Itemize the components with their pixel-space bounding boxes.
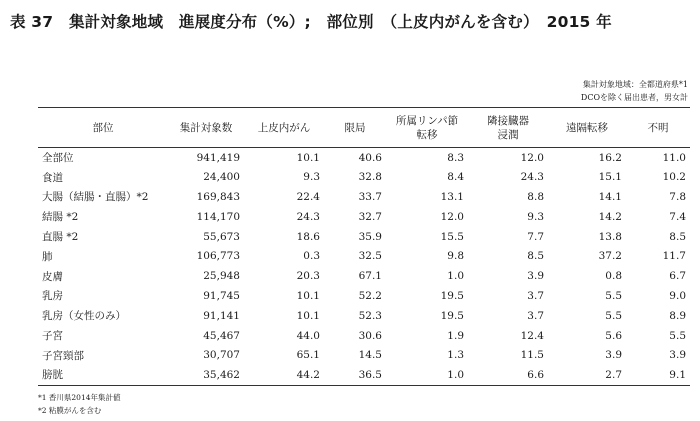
regional-cell: 1.9 <box>447 329 464 342</box>
table-row <box>38 345 690 365</box>
regional-cell: 1.0 <box>447 270 464 283</box>
distant-cell: 5.6 <box>605 329 622 342</box>
site-cell: 子宮 <box>42 330 63 343</box>
unknown-cell: 7.8 <box>669 190 686 203</box>
adjacent-cell: 3.7 <box>527 309 544 322</box>
col-header-unknown: 不明 <box>626 108 690 148</box>
localized-cell: 36.5 <box>324 365 386 385</box>
table-row <box>38 187 690 207</box>
footnotes <box>38 391 121 417</box>
adjacent-cell: 6.6 <box>468 365 548 385</box>
unknown-cell: 11.7 <box>662 250 686 263</box>
unknown-cell: 8.5 <box>669 230 686 243</box>
count-cell: 55,673 <box>203 230 240 243</box>
table-row <box>38 365 690 385</box>
in-situ-cell: 10.1 <box>296 151 320 164</box>
site-cell: 大腸（結腸・直腸）*2 <box>42 191 149 204</box>
site-cell: 全部位 <box>42 152 74 165</box>
localized-cell: 32.8 <box>358 171 382 184</box>
site-cell: 乳房 <box>42 290 63 303</box>
localized-cell: 14.5 <box>358 349 382 362</box>
col-header-distant: 遠隔転移 <box>548 108 626 148</box>
localized-cell: 33.7 <box>358 190 382 203</box>
scope-region: 集計対象地域：全都道府県*1 <box>582 80 688 89</box>
count-cell: 45,467 <box>203 329 240 342</box>
adjacent-cell: 24.3 <box>520 171 544 184</box>
adjacent-cell: 12.0 <box>520 151 544 164</box>
site-cell: 肺 <box>42 250 53 263</box>
regional-cell: 9.8 <box>447 250 464 263</box>
count-cell: 941,419 <box>196 151 240 164</box>
distant-cell: 15.1 <box>598 171 622 184</box>
regional-cell: 1.0 <box>386 365 468 385</box>
col-header-adjacent <box>468 108 548 148</box>
col-header-regional-lymph <box>386 108 468 148</box>
in-situ-cell: 0.3 <box>303 250 320 263</box>
in-situ-cell: 24.3 <box>296 210 320 223</box>
distant-cell: 0.8 <box>605 270 622 283</box>
in-situ-cell: 44.2 <box>244 365 324 385</box>
in-situ-cell: 22.4 <box>296 190 320 203</box>
distant-cell: 13.8 <box>598 230 622 243</box>
footnote-2: *2 粘膜がんを含む <box>38 406 102 415</box>
unknown-cell: 9.0 <box>669 289 686 302</box>
adjacent-cell: 8.5 <box>527 250 544 263</box>
unknown-cell: 10.2 <box>662 171 686 184</box>
count-cell: 106,773 <box>196 250 240 263</box>
regional-cell: 8.3 <box>447 151 464 164</box>
scope-note <box>581 78 688 104</box>
stage-distribution-table <box>38 107 690 386</box>
table-row <box>38 207 690 227</box>
distant-cell: 16.2 <box>598 151 622 164</box>
adjacent-cell: 7.7 <box>527 230 544 243</box>
in-situ-cell: 65.1 <box>296 349 320 362</box>
unknown-cell: 8.9 <box>669 309 686 322</box>
count-cell: 30,707 <box>203 349 240 362</box>
in-situ-cell: 20.3 <box>296 270 320 283</box>
adjacent-cell: 3.7 <box>527 289 544 302</box>
unknown-cell: 7.4 <box>669 210 686 223</box>
col-header-count: 集計対象数 <box>168 108 244 148</box>
distant-cell: 14.1 <box>598 190 622 203</box>
regional-cell: 15.5 <box>440 230 464 243</box>
footnote-1: *1 香川県2014年集計値 <box>38 393 121 402</box>
adjacent-cell: 12.4 <box>520 329 544 342</box>
table-row <box>38 306 690 326</box>
adjacent-cell: 3.9 <box>527 270 544 283</box>
distant-cell: 5.5 <box>605 289 622 302</box>
count-cell: 114,170 <box>196 210 240 223</box>
site-cell: 乳房（女性のみ） <box>42 310 126 323</box>
in-situ-cell: 44.0 <box>296 329 320 342</box>
scope-patients: DCOを除く届出患者，男女計 <box>580 93 688 102</box>
in-situ-cell: 18.6 <box>296 230 320 243</box>
col-header-in-situ: 上皮内がん <box>244 108 324 148</box>
localized-cell: 30.6 <box>358 329 382 342</box>
col-header-localized: 限局 <box>324 108 386 148</box>
col-header-regional-lymph-line1: 所属リンパ節 <box>395 114 459 127</box>
localized-cell: 35.9 <box>358 230 382 243</box>
table-row <box>38 148 690 168</box>
table-row <box>38 286 690 306</box>
unknown-cell: 9.1 <box>626 365 690 385</box>
unknown-cell: 6.7 <box>669 270 686 283</box>
table-title: 表 37 集計対象地域 進展度分布（%）; 部位別 （上皮内がんを含む） 2015 年 <box>10 13 612 31</box>
distant-cell: 2.7 <box>548 365 626 385</box>
localized-cell: 40.6 <box>358 151 382 164</box>
site-cell: 膀胱 <box>38 365 168 385</box>
site-cell: 食道 <box>42 171 63 184</box>
regional-cell: 19.5 <box>440 309 464 322</box>
count-cell: 35,462 <box>168 365 244 385</box>
distant-cell: 14.2 <box>598 210 622 223</box>
distant-cell: 37.2 <box>598 250 622 263</box>
table-row <box>38 246 690 266</box>
in-situ-cell: 10.1 <box>296 309 320 322</box>
col-header-adjacent-line1: 隣接臓器 <box>487 114 529 127</box>
in-situ-cell: 9.3 <box>303 171 320 184</box>
regional-cell: 8.4 <box>447 171 464 184</box>
site-cell: 直腸 *2 <box>42 231 79 244</box>
distant-cell: 3.9 <box>605 349 622 362</box>
site-cell: 皮膚 <box>42 270 63 283</box>
distant-cell: 5.5 <box>605 309 622 322</box>
count-cell: 24,400 <box>203 171 240 184</box>
adjacent-cell: 9.3 <box>527 210 544 223</box>
regional-cell: 1.3 <box>447 349 464 362</box>
table-row <box>38 326 690 346</box>
localized-cell: 52.2 <box>358 289 382 302</box>
col-header-site: 部位 <box>38 108 168 148</box>
localized-cell: 32.5 <box>358 250 382 263</box>
table-row <box>38 227 690 247</box>
col-header-adjacent-line2: 浸潤 <box>497 128 519 141</box>
localized-cell: 67.1 <box>358 270 382 283</box>
regional-cell: 13.1 <box>440 190 464 203</box>
count-cell: 91,141 <box>203 309 240 322</box>
regional-cell: 12.0 <box>440 210 464 223</box>
table-row <box>38 266 690 286</box>
regional-cell: 19.5 <box>440 289 464 302</box>
col-header-regional-lymph-line2: 転移 <box>416 128 438 141</box>
adjacent-cell: 8.8 <box>527 190 544 203</box>
unknown-cell: 3.9 <box>669 349 686 362</box>
count-cell: 169,843 <box>196 190 240 203</box>
adjacent-cell: 11.5 <box>520 349 544 362</box>
localized-cell: 52.3 <box>358 309 382 322</box>
count-cell: 91,745 <box>203 289 240 302</box>
localized-cell: 32.7 <box>358 210 382 223</box>
table-row <box>38 167 690 187</box>
site-cell: 結腸 *2 <box>42 211 79 224</box>
header-row <box>38 108 690 148</box>
unknown-cell: 11.0 <box>662 151 686 164</box>
count-cell: 25,948 <box>203 270 240 283</box>
in-situ-cell: 10.1 <box>296 289 320 302</box>
unknown-cell: 5.5 <box>669 329 686 342</box>
site-cell: 子宮頸部 <box>42 349 84 362</box>
